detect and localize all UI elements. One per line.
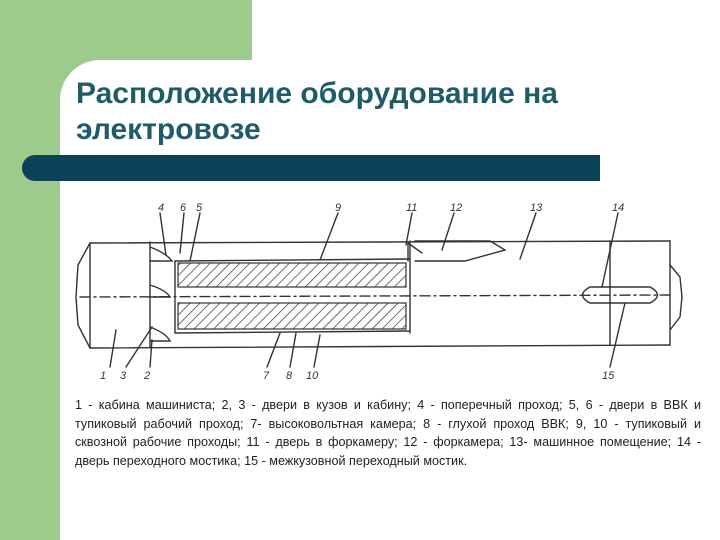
label-10: 10 xyxy=(306,370,319,382)
label-6: 6 xyxy=(180,202,187,214)
label-11: 11 xyxy=(406,202,418,214)
title-underline-bar xyxy=(50,155,600,181)
label-7: 7 xyxy=(263,370,270,382)
label-5: 5 xyxy=(196,202,203,214)
label-12: 12 xyxy=(450,202,463,214)
label-13: 13 xyxy=(530,202,543,214)
slide-title: Расположение оборудование на электровозе xyxy=(76,77,558,146)
locomotive-layout-diagram xyxy=(70,195,690,390)
label-14: 14 xyxy=(612,202,625,214)
label-15: 15 xyxy=(602,370,615,382)
label-9: 9 xyxy=(335,202,342,214)
label-4: 4 xyxy=(158,202,165,214)
label-8: 8 xyxy=(286,370,293,382)
label-2: 2 xyxy=(144,370,151,382)
diagram-caption: 1 - кабина машиниста; 2, 3 - двери в кузов и кабину; 4 - поперечный проход; 5, 6 - двери в ВВК и тупиковый рабочий проход; 7- высоковольтная камера; 8 - глухой проход ВВК; 9, 10 - тупиковый и сквозной рабочие проходы; 11 - дверь в форкамеру; 12 - форкамера; 13- машинное помещение; 14 - дверь переходного мостика; 15 - межкузовной переходный мостик. xyxy=(75,398,701,468)
decor-green-strip xyxy=(0,0,60,540)
label-3: 3 xyxy=(120,370,127,382)
label-1: 1 xyxy=(100,370,107,382)
